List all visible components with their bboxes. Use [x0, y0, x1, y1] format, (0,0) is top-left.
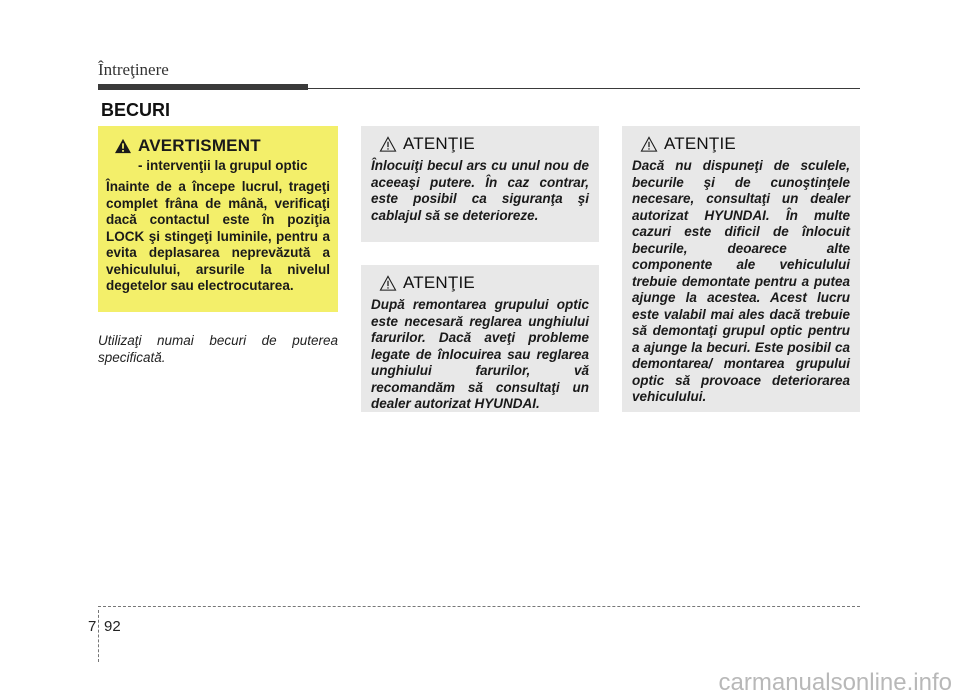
warning-text: Înainte de a începe lucrul, trageţi complet frâna de mână, verificaţi dacă contactul este în poziţia LOCK şi stingeţi luminile, pentru a evita deplasarea neprevăzută a vehiculului, arsurile la nivelul degetelor sau electrocutarea. — [106, 179, 330, 293]
caution-text: Înlocuiţi becul ars cu unul nou de aceeaşi putere. În caz contrar, este posibil ca siguranţa şi cablajul să se deterioreze. — [371, 158, 589, 223]
caution-title: ATENŢIE — [403, 134, 475, 153]
header-bar — [98, 84, 308, 90]
warning-triangle-icon — [114, 138, 132, 154]
caution-text: Dacă nu dispuneţi de sculele, becurile şi de cunoştinţele necesare, consultaţi un dealer autorizat HYUNDAI. În multe cazuri este dificil de înlocuit becurile, deoarece alte componente ale vehiculului trebuie demontate pentru a putea ajunge la acestea. Acest lucru este valabil mai ales dacă trebuie să demontaţi grupul optic pentru a ajunge la becuri. Este posibil ca demontarea/ montarea grupului optic să provoace deteriorarea vehiculului. — [632, 158, 850, 404]
caution-triangle-icon — [379, 136, 397, 152]
caution-box-3 — [622, 126, 860, 412]
section-title: BECURI — [101, 100, 171, 120]
caution-text: După remontarea grupului optic este necesară reglarea unghiului farurilor. Dacă aveţi probleme legate de înlocuirea sau reglarea unghiului farurilor, vă recomandăm să consultaţi un dealer autorizat HYUNDAI. — [371, 297, 589, 411]
caution-header — [640, 134, 850, 154]
caution-triangle-icon — [379, 275, 397, 291]
body-text: Utilizaţi numai becuri de puterea specificată. — [98, 333, 338, 365]
caution-box-1 — [361, 126, 599, 242]
page-number: 92 — [104, 618, 121, 635]
warning-box — [98, 126, 338, 312]
footer-divider — [98, 606, 860, 607]
caution-title: ATENŢIE — [403, 273, 475, 292]
warning-header — [114, 136, 330, 156]
caution-triangle-icon — [640, 136, 658, 152]
header-title: Întreţinere — [98, 60, 169, 79]
warning-subtitle: - intervenţii la grupul optic — [138, 158, 308, 173]
page-chapter: 7 — [88, 618, 97, 635]
caution-header — [379, 273, 589, 293]
caution-box-2 — [361, 265, 599, 412]
caution-title: ATENŢIE — [664, 134, 736, 153]
footer-vertical-divider — [98, 610, 99, 662]
watermark: carmanualsonline.info — [718, 669, 952, 696]
warning-title: AVERTISMENT — [138, 136, 261, 155]
header-divider — [98, 88, 860, 89]
caution-header — [379, 134, 589, 154]
